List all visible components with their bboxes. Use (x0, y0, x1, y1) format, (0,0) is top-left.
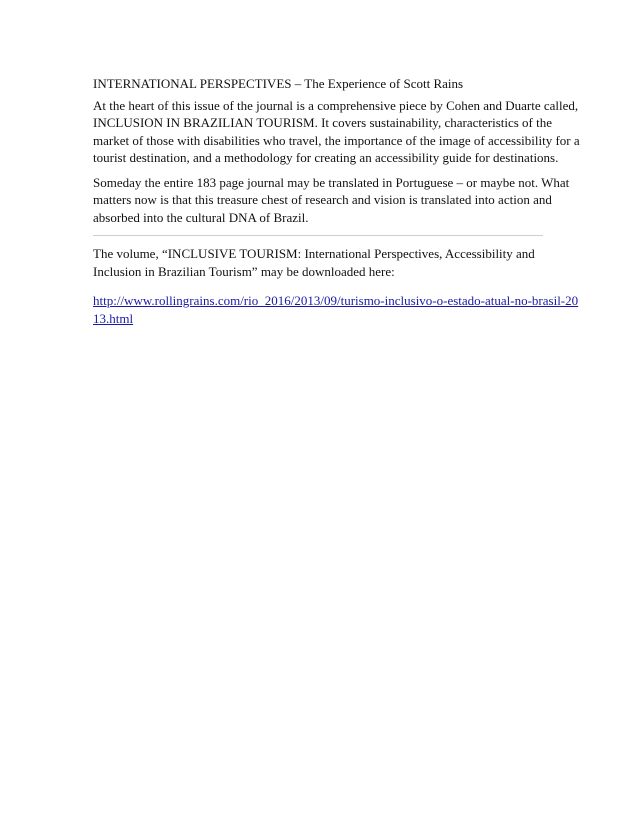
paragraph-summary: At the heart of this issue of the journal is a comprehensive piece by Cohen and Duarte called, INCLUSION IN BRAZILIAN TOURISM. It covers sustainability, characteristics of the market of those with disabilities who travel, the importance of the image of accessibility for a tourist destination, and a methodology for creating an accessibility guide for destinations. (93, 97, 580, 165)
document-body (93, 75, 583, 327)
download-link[interactable]: http://www.rollingrains.com/rio_2016/2013/09/turismo-inclusivo-o-estado-atual-no-brasil-2013.html (93, 293, 579, 326)
paragraph-download-intro: The volume, “INCLUSIVE TOURISM: International Perspectives, Accessibility and Inclusion in Brazilian Tourism” may be downloaded here: (93, 246, 535, 279)
paragraph-translation: Someday the entire 183 page journal may be translated in Portuguese – or maybe not. What matters now is that this treasure chest of research and vision is translated into action and absorbed into the cultural DNA of Brazil. (93, 174, 570, 225)
section-heading: INTERNATIONAL PERSPECTIVES – The Experience of Scott Rains (93, 76, 464, 91)
horizontal-divider (93, 235, 543, 236)
